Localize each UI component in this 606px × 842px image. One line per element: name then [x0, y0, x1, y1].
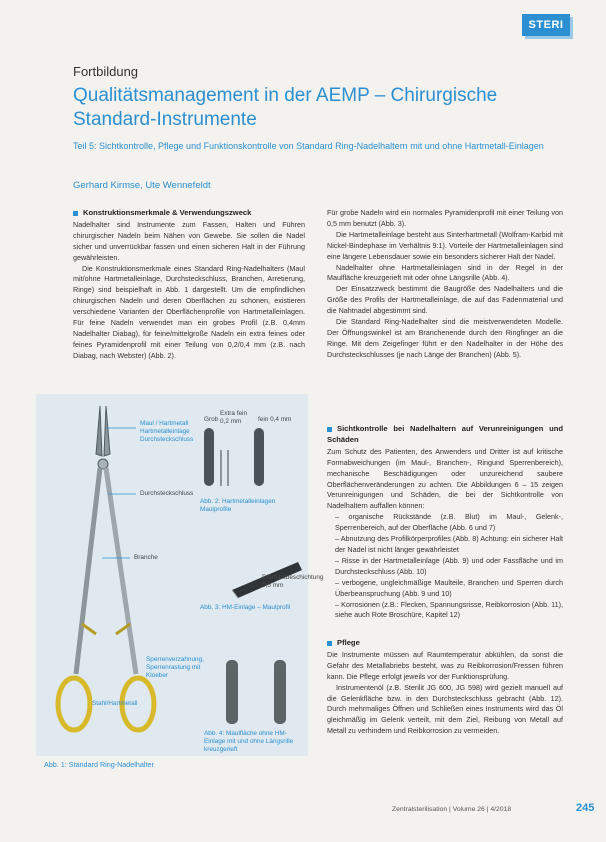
callout-sperre: Sperrenverzahnung, Sperrenrastung mit Kloeber: [146, 656, 204, 679]
fig2-label-2: Extra fein 0,2 mm: [220, 410, 247, 425]
paragraph: Für grobe Nadeln wird ein normales Pyramidenprofil mit einer Teilung von 0,5 mm benutzt (Abb. 3).: [327, 208, 563, 228]
fig2-label-3: fein 0,4 mm: [258, 416, 292, 423]
article-authors: Gerhard Kirmse, Ute Wennefeldt: [73, 180, 211, 191]
callout-schluss: Durchsteckschluss: [140, 490, 194, 497]
fig2-label-1: Grob: [204, 416, 219, 423]
bullet-square-icon: [73, 211, 78, 216]
fig3-label: Diamantbeschichtung 0,5 mm: [262, 574, 324, 589]
fig2-caption: Abb. 2: Hartmetalleinlagen Maulprofile: [200, 498, 276, 513]
heading-text: Konstruktionsmerkmale & Verwendungszweck: [83, 208, 252, 217]
callout-ring: Stahl/Hartmetall: [92, 700, 138, 707]
article-title: Qualitätsmanagement in der AEMP – Chirurgische Standard-Instrumente: [73, 85, 498, 130]
paragraph: Die Konstruktionsmerkmale eines Standard Ring-Nadelhalters (Maul mit/ohne Hartmetalleinlage, Durchsteckschluss, Branchen, Arretierung, Ringe) sind beispielhaft in Abb. 1 dargestellt. Um die empfindlichen chirurgischen Nadeln und deren Oberflächen zu schonen, existieren verschiedene Varianten der Oberflächenprofile von Hartmetalleinlagen. Für feine Nadeln verwendet man ein grobes Profil (z.B. 0,4mm Nadelhalter Diabag), für feine/mittelgroße Nadeln ein extra feines oder feines Pyramidenprofil mit einer Teilung von 0,2/0,4 mm (z.B. nach Diabag, nach Webster) (Abb. 2).: [73, 263, 305, 360]
left-column: [73, 208, 305, 362]
section-label: Fortbildung: [73, 64, 139, 79]
list-item: – Risse in der Hartmetalleinlage (Abb. 9) und oder Fassfläche und im Durchsteckschluss (Abb. 10): [335, 556, 563, 578]
paragraph: Instrumentenöl (z.B. Sterilit JG 600, JG 598) wird gezielt manuell auf die Gelenkfläche bzw. in den Durchsteckschluss gebracht (Abb. 12). Durch mehrmaliges Öffnen und Schließen eines Instruments wird das Öl gleichmäßig im Gelenk verteilt, mit dem Ziel, Reibung von Metall auf Metall zu verhindern und Reibkorrosion zu vermeiden.: [327, 682, 563, 736]
list-item: – Korrosionen (z.B.: Flecken, Spannungsrisse, Reibkorrosion (Abb. 11), siehe auch Rote Broschüre, Kapitel 12): [335, 600, 563, 622]
paragraph: Die Instrumente müssen auf Raumtemperatur abkühlen, da sonst die Gefahr des Metallabriebs besteht, was zu Reibkorrosion/Fressen führen kann. Die Pflege erfolgt jeweils vor der Funktionsprüfung.: [327, 649, 563, 681]
fig1-caption: Abb. 1: Standard Ring-Nadelhalter: [44, 760, 154, 769]
right-column-top: [327, 208, 563, 361]
right-column-bottom: [327, 638, 563, 737]
callout-branche: Branche: [134, 554, 158, 561]
section-heading: [327, 424, 563, 446]
page-number: 245: [576, 802, 595, 814]
fig3-caption: Abb. 3: HM-Einlage – Maulprofil: [200, 604, 291, 611]
bullet-square-icon: [327, 427, 332, 432]
bullet-square-icon: [327, 641, 332, 646]
heading-text: Pflege: [337, 638, 360, 647]
magazine-logo: STERI: [522, 14, 570, 36]
list-item: – Abnutzung des Profilkörperprofiles (Abb. 8) Achtung: ein sicherer Halt der Nadel ist nicht länger gewährleistet: [335, 534, 563, 556]
paragraph: Nadelhalter sind Instrumente zum Fassen, Halten und Führen chirurgischer Nadeln beim Nähen von Gewebe. Sie sollen die Nadel sicher und unverrückbar fassen und einen sicheren Halt in der Führung gewährleisten.: [73, 219, 305, 262]
right-column-middle: [327, 424, 563, 621]
paragraph: Nadelhalter ohne Hartmetalleinlagen sind in der Regel in der Maulfläche kreuzgerieft mit oder ohne Längsrille (Abb. 4).: [327, 262, 563, 283]
paragraph: Zum Schutz des Patienten, des Anwenders und Dritter ist auf kritische Formabweichungen (im Maul-, Branchen-, Ringund Sperrenbereich), mechanische Beschädigungen oder unzureichend saubere Oberflächenveränderungen zu achten. Die Abbildungen 6 – 15 zeigen Verunreinigungen und Schäden, die bei der Sichtkontrolle von Nadelhaltern auffallen können:: [327, 446, 563, 511]
footer-journal: Zentralsterilisation | Volume 26 | 4/2018: [392, 806, 512, 813]
list-item: – verbogene, ungleichmäßige Maulteile, Branchen und Sperren durch Überbeanspruchung (Abb. 9 und 10): [335, 578, 563, 600]
defect-list: [327, 512, 563, 621]
section-heading: [327, 638, 563, 649]
list-item: – organische Rückstände (z.B. Blut) im Maul-, Gelenk-, Sperrenbereich, auf der Oberfläche (Abb. 6 und 7): [335, 512, 563, 534]
heading-text: Sichtkontrolle bei Nadelhaltern auf Verunreinigungen und Schäden: [327, 424, 563, 444]
article-subtitle: Teil 5: Sichtkontrolle, Pflege und Funktionskontrolle von Standard Ring-Nadelhaltern mit und ohne Hartmetall-Einlagen: [73, 141, 544, 151]
paragraph: Die Standard Ring-Nadelhalter sind die meistverwendeten Modelle. Der Öffnungswinkel ist am Branchenende durch den Ringfinger an die Ringe. Mit dem Zeigefinger führt er den Nadelhalter in der Höhe des Durchsteckschlusses (je nach Länge der Branchen) (Abb. 5).: [327, 317, 563, 359]
fig4-caption: Abb. 4: Maulfläche ohne HM-Einlage mit und ohne Längsrille kreuzgerieft: [204, 730, 294, 753]
callout-maul: Maul / Hartmetall Hartmetalleinlage Durchsteckschluss: [140, 420, 194, 443]
section-heading: [73, 208, 305, 219]
paragraph: Die Hartmetalleinlage besteht aus Sinterhartmetall (Wolfram-Karbid mit Nickel-Bindephase im Verhältnis 9:1). Vorteile der Hartmetalleinlagen sind eine längere Lebensdauer sowie ein besonders sicherer Halt der Nadel.: [327, 229, 563, 261]
paragraph: Der Einsatzzweck bestimmt die Baugröße des Nadelhalters und die Größe des Profils der Hartmetalleinlage, die auf das Fadenmaterial und die Nahtnadel abgestimmt sind.: [327, 284, 563, 316]
instrument-figure-panel: [36, 394, 324, 756]
